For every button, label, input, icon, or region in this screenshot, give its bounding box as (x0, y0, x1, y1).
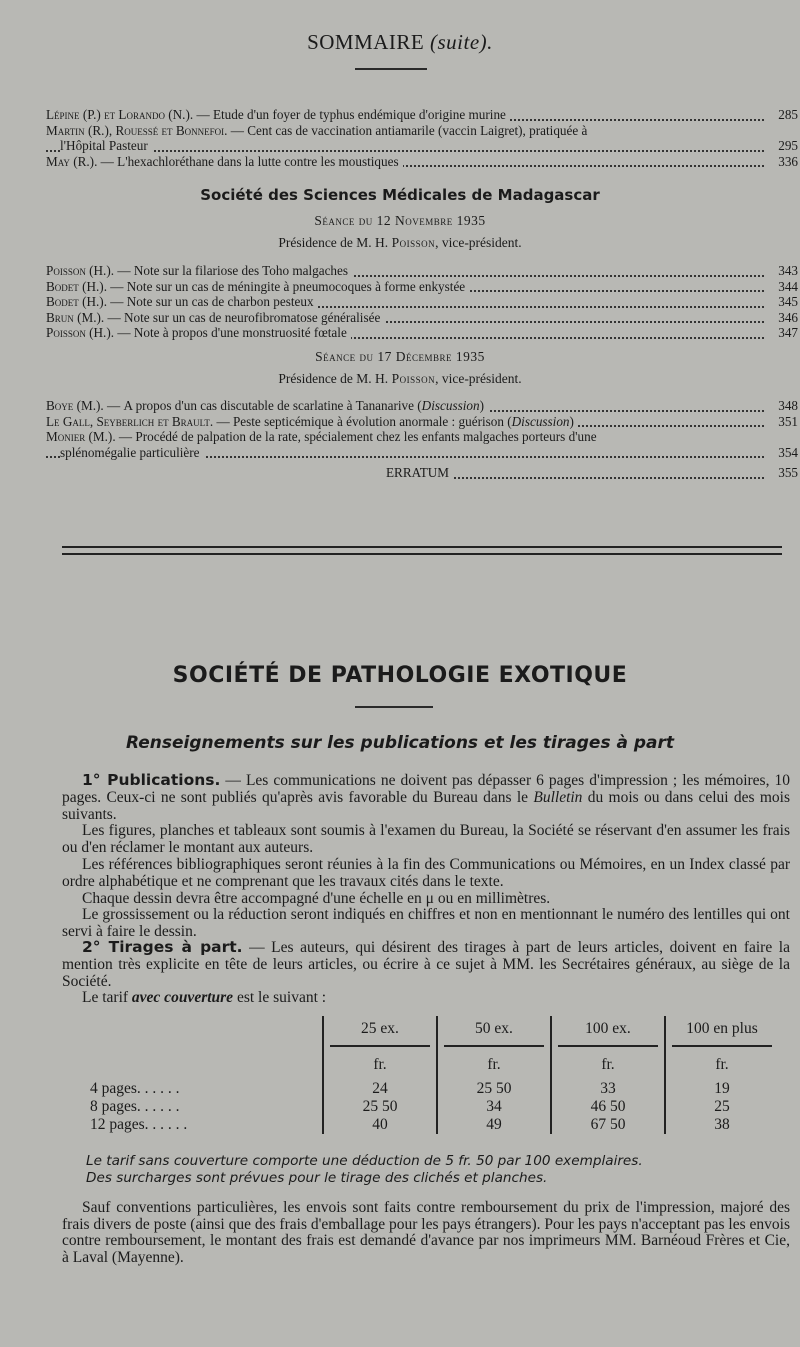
presidence-1: Présidence de M. H. Poisson, vice-président. (278, 235, 522, 250)
toc-block-2 (46, 263, 798, 341)
col-header: 50 ex. (437, 1016, 551, 1042)
toc-entry[interactable]: Bodet (H.). — Note sur un cas de charbon pesteux 345 (46, 294, 798, 309)
title-rule (355, 706, 433, 708)
toc-entry[interactable]: Boye (M.). — A propos d'un cas discutable de scarlatine à Tananarive (Discussion) 348 (46, 398, 798, 413)
toc-block-1 (46, 107, 798, 169)
toc-block-3 (46, 398, 798, 460)
info-subtitle: Renseignements sur les publications et les tirages à part (125, 733, 675, 753)
toc-entry[interactable]: Monier (M.). — Procédé de palpation de la rate, spécialement chez les enfants malgaches porteurs d'une (46, 429, 798, 445)
col-header: 100 en plus (665, 1016, 778, 1042)
table-row: 8 pages. . . . . . 25 50 34 46 50 25 (80, 1098, 778, 1116)
tirages-section: 2° Tirages à part. — Les auteurs, qui désirent des tirages à part de leurs articles, doivent en faire la mention très explicite en tête de leurs articles, ou écrire à ce sujet à MM. les Secrétaires généraux, au siège de la Société. Le tarif avec couverture est le suivant : (62, 938, 790, 1007)
toc-entry[interactable]: Brun (M.). — Note sur un cas de neurofibromatose généralisée 346 (46, 309, 798, 325)
society-title: SOCIÉTÉ DE PATHOLOGIE EXOTIQUE (172, 663, 628, 688)
section-title: Société des Sciences Médicales de Madagascar (200, 186, 600, 204)
toc-entry[interactable]: Martin (R.), Rouessé et Bonnefoi. — Cent cas de vaccination antiamarile (vaccin Laigret), pratiquée à (46, 123, 798, 139)
toc-entry[interactable]: May (R.). — L'hexachloréthane dans la lutte contre les moustiques 336 (46, 153, 798, 169)
presidence-2: Présidence de M. H. Poisson, vice-président. (278, 371, 522, 386)
header-rule (355, 68, 427, 70)
toc-entry-continued[interactable]: l'Hôpital Pasteur 295 (46, 138, 798, 154)
toc-entry[interactable]: Poisson (H.). — Note sur la filariose des Toho malgaches 343 (46, 263, 798, 278)
toc-entry-erratum[interactable]: ERRATUM 355 (386, 465, 798, 480)
publications-section: 1° Publications. — Les communications ne doivent pas dépasser 6 pages d'impression ; les mémoires, 10 pages. Ceux-ci ne sont publiés qu'après avis favorable du Bureau dans le Bulletin du mois ou dans celui des mois suivants. Les figures, planches et tableaux sont soumis à l'examen du Bureau, la Société se réservant d'en assumer les frais ou d'en réclamer le montant aux auteurs. Les références bibliographiques seront réunies à la fin des Communications ou Mémoires, en un Index classé par ordre alphabétique et ne comprenant que les travaux cités dans le texte. Chaque dessin devra être accompagné d'une échelle en μ ou en millimètres. Le grossissement ou la réduction seront indiqués en chiffres et non en mentionnant le numéro des lentilles qui ont servi à faire le dessin. (62, 771, 790, 941)
double-rule (62, 546, 782, 555)
table-row: 12 pages. . . . . . 40 49 67 50 38 (80, 1116, 778, 1134)
tariff-table: 25 ex. 50 ex. 100 ex. 100 en plus fr. fr. fr. fr. 4 pages. . . . . . 24 25 50 33 19 8 pages. . . . . . 25 50 34 46 50 25 12 pages. . . . . . 40 49 67 50 38 (80, 1016, 778, 1134)
tariff-note: Le tarif sans couverture comporte une déduction de 5 fr. 50 par 100 exemplaires. Des surcharges sont prévues pour le tirage des clichés et planches. (86, 1153, 643, 1186)
toc-erratum (386, 465, 798, 481)
session-heading-1: Séance du 12 Novembre 1935 (314, 213, 486, 228)
page-header: SOMMAIRE (suite). (307, 30, 493, 54)
session-heading-2: Séance du 17 Décembre 1935 (315, 349, 485, 364)
toc-entry[interactable]: Bodet (H.). — Note sur un cas de méningite à pneumocoques à forme enkystée 344 (46, 278, 798, 294)
col-header: 100 ex. (551, 1016, 665, 1042)
toc-entry[interactable]: Le Gall, Seyberlich et Brault. — Peste septicémique à évolution anormale : guérison (Discussion) 351 (46, 413, 798, 429)
toc-entry[interactable]: Lépine (P.) et Lorando (N.). — Etude d'un foyer de typhus endémique d'origine murine 285 (46, 107, 798, 122)
toc-entry[interactable]: Poisson (H.). — Note à propos d'une monstruosité fœtale 347 (46, 325, 798, 340)
col-header: 25 ex. (323, 1016, 437, 1042)
closing-paragraph: Sauf conventions particulières, les envois sont faits contre remboursement du prix de l'impression, majoré des frais divers de poste (ainsi que des frais d'emballage pour les pays étrangers). Pour les pays n'acceptant pas les envois contre remboursement, le montant des frais est demandé d'avance par nos imprimeurs MM. Barnéoud Frères et Cie, à Laval (Mayenne). (62, 1199, 790, 1266)
toc-entry-continued[interactable]: splénomégalie particulière 354 (46, 445, 798, 461)
table-row: 4 pages. . . . . . 24 25 50 33 19 (80, 1080, 778, 1098)
